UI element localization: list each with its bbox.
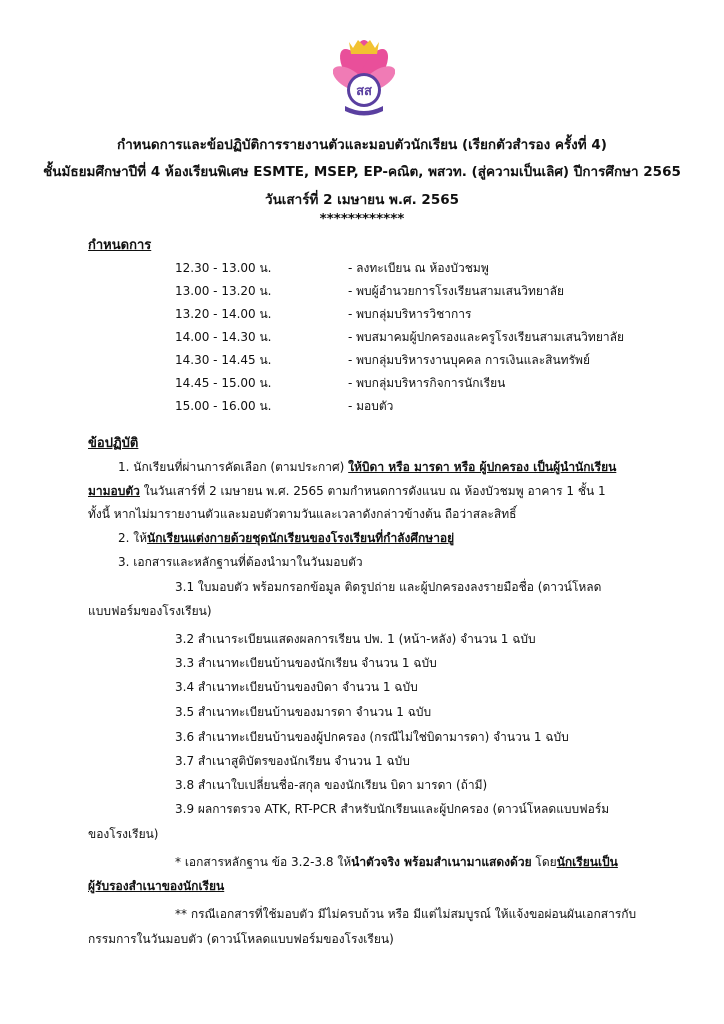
schedule-activity: - ลงทะเบียน ณ ห้องบัวชมพู — [348, 261, 489, 275]
rule-2 — [118, 529, 454, 548]
rule-2-text: 2. ให้ — [118, 531, 148, 545]
document-title-line1: กำหนดการและข้อปฏิบัติการรายงานตัวและมอบตัวนักเรียน (เรียกตัวสำรอง ครั้งที่ 4) — [117, 137, 607, 153]
schedule-activity: - พบกลุ่มบริหารกิจการนักเรียน — [348, 376, 506, 390]
rules-heading: ข้อปฏิบัติ — [88, 436, 139, 451]
schedule-time: 14.00 - 14.30 น. — [175, 330, 272, 344]
schedule-time: 14.30 - 14.45 น. — [175, 353, 272, 367]
doc-3-6: 3.6 สำเนาทะเบียนบ้านของผู้ปกครอง (กรณีไม่ใช่บิดามารดา) จำนวน 1 ฉบับ — [175, 730, 569, 744]
schedule-activity: - มอบตัว — [348, 399, 394, 413]
doc-3-1-line2: แบบฟอร์มของโรงเรียน) — [88, 604, 212, 618]
doc-3-3: 3.3 สำเนาทะเบียนบ้านของนักเรียน จำนวน 1 ฉบับ — [175, 656, 437, 670]
schedule-activity: - พบกลุ่มบริหารงานบุคคล การเงินและสินทรัพย์ — [348, 353, 590, 367]
note-1-line2: ผู้รับรองสำเนาของนักเรียน — [88, 879, 225, 893]
rule-1-text: 1. นักเรียนที่ผ่านการคัดเลือก (ตามประกาศ) — [118, 460, 349, 474]
doc-3-7: 3.7 สำเนาสูติบัตรของนักเรียน จำนวน 1 ฉบับ — [175, 754, 410, 768]
schedule-activity: - พบผู้อำนวยการโรงเรียนสามเสนวิทยาลัย — [348, 284, 565, 298]
doc-3-4: 3.4 สำเนาทะเบียนบ้านของบิดา จำนวน 1 ฉบับ — [175, 680, 418, 694]
schedule-activity: - พบกลุ่มบริหารวิชาการ — [348, 307, 472, 321]
rule-1-line2 — [88, 482, 606, 501]
doc-3-9-line2: ของโรงเรียน) — [88, 827, 159, 841]
note-1-text: * เอกสารหลักฐาน ข้อ 3.2-3.8 ให้ — [175, 855, 352, 869]
rule-3: 3. เอกสารและหลักฐานที่ต้องนำมาในวันมอบตัว — [118, 555, 363, 569]
rule-2-emphasis: นักเรียนแต่งกายด้วยชุดนักเรียนของโรงเรียนที่กำลังศึกษาอยู่ — [147, 531, 455, 545]
document-title-date: วันเสาร์ที่ 2 เมษายน พ.ศ. 2565 — [264, 192, 460, 208]
school-logo-icon — [333, 34, 395, 120]
doc-3-8: 3.8 สำเนาใบเปลี่ยนชื่อ-สกุล ของนักเรียน บิดา มารดา (ถ้ามี) — [175, 778, 488, 792]
note-2-line2: กรรมการในวันมอบตัว (ดาวน์โหลดแบบฟอร์มของโรงเรียน) — [88, 932, 394, 946]
doc-3-2: 3.2 สำเนาระเบียนแสดงผลการเรียน ปพ. 1 (หน้า-หลัง) จำนวน 1 ฉบับ — [175, 632, 536, 646]
note-1-text-2: โดย — [531, 855, 557, 869]
note-2-line1: ** กรณีเอกสารที่ใช้มอบตัว มีไม่ครบถ้วน หรือ มีแต่ไม่สมบูรณ์ ให้แจ้งขอผ่อนผันเอกสารกับ — [175, 907, 637, 921]
schedule-time: 12.30 - 13.00 น. — [175, 261, 272, 275]
schedule-heading: กำหนดการ — [88, 238, 152, 253]
schedule-time: 13.20 - 14.00 น. — [175, 307, 272, 321]
note-1-emphasis: นักเรียนเป็น — [556, 855, 618, 869]
svg-text:สส: สส — [356, 84, 372, 99]
schedule-time: 13.00 - 13.20 น. — [175, 284, 272, 298]
note-1-bold: นำตัวจริง พร้อมสำเนามาแสดงด้วย — [351, 855, 532, 869]
title-separator-stars: ************ — [319, 211, 405, 227]
rule-1-line1 — [118, 458, 616, 477]
schedule-time: 15.00 - 16.00 น. — [175, 399, 272, 413]
doc-3-9-line1: 3.9 ผลการตรวจ ATK, RT-PCR สำหรับนักเรียนและผู้ปกครอง (ดาวน์โหลดแบบฟอร์ม — [175, 802, 610, 816]
schedule-time: 14.45 - 15.00 น. — [175, 376, 272, 390]
document-title-line2: ชั้นมัธยมศึกษาปีที่ 4 ห้องเรียนพิเศษ ESMTE, MSEP, EP-คณิต, พสวท. (สู่ความเป็นเลิศ) ปีการศึกษา 2565 — [43, 164, 681, 180]
rule-1-line3: ทั้งนี้ หากไม่มารายงานตัวและมอบตัวตามวันและเวลาดังกล่าวข้างต้น ถือว่าสละสิทธิ์ — [88, 507, 517, 521]
rule-1-text-cont: ในวันเสาร์ที่ 2 เมษายน พ.ศ. 2565 ตามกำหนดการดังแนบ ณ ห้องบัวชมพู อาคาร 1 ชั้น 1 — [139, 484, 606, 498]
rule-1-emphasis: ให้บิดา หรือ มารดา หรือ ผู้ปกครอง เป็นผู้นำนักเรียน — [348, 460, 617, 474]
doc-3-1-line1: 3.1 ใบมอบตัว พร้อมกรอกข้อมูล ติดรูปถ่าย และผู้ปกครองลงรายมือชื่อ (ดาวน์โหลด — [175, 580, 602, 594]
note-1-line1 — [175, 853, 618, 872]
rule-1-emphasis-cont: มามอบตัว — [88, 484, 140, 498]
schedule-activity: - พบสมาคมผู้ปกครองและครูโรงเรียนสามเสนวิทยาลัย — [348, 330, 624, 344]
doc-3-5: 3.5 สำเนาทะเบียนบ้านของมารดา จำนวน 1 ฉบับ — [175, 705, 432, 719]
